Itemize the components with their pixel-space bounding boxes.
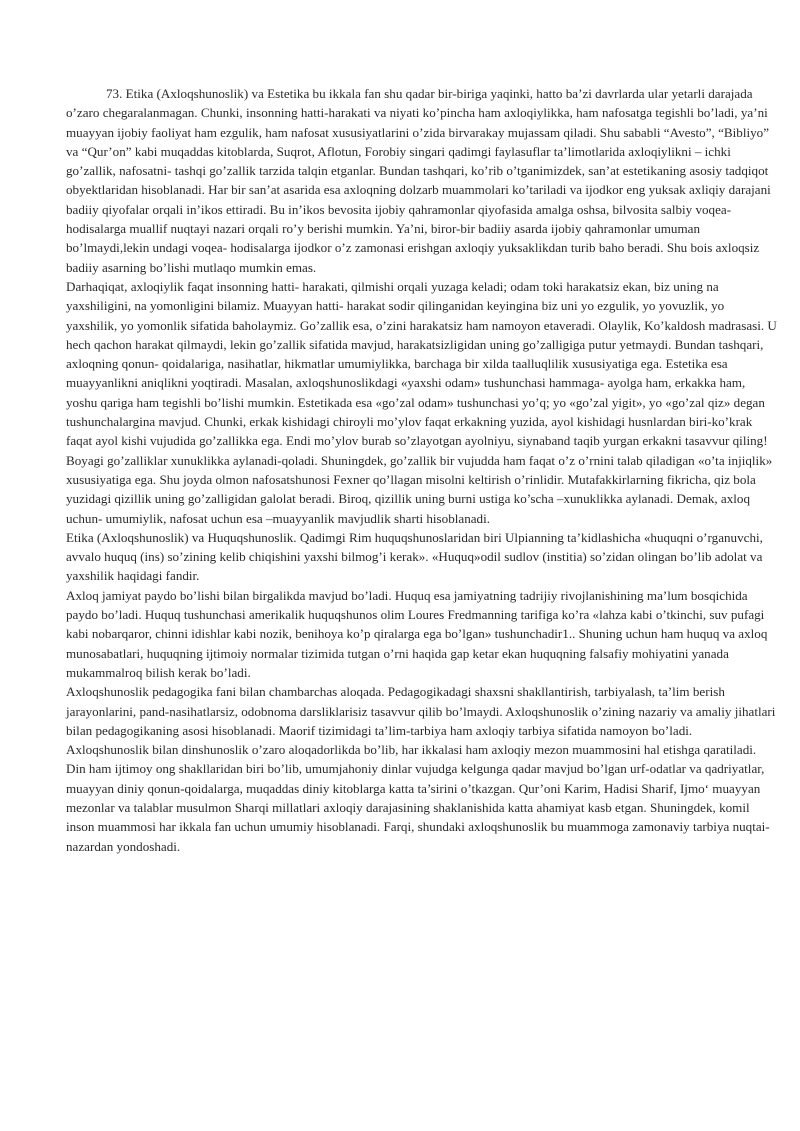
paragraph-ethics-aesthetics: 73. Etika (Axloqshunoslik) va Estetika bu ikkala fan shu qadar bir-biriga yaqinki, hatto ba’zi davrlarda ular yetarli darajada o’zaro chegaralanmagan. Chunki, insonning hatti-harakati va niyati ko’pincha ham axloqiylikka, ham nafosatga tegishli bo’ladi, ya’ni muayyan ijobiy faoliyat ham ezgulik, ham nafosat xususiyatlarini o’zida birvarakay mujassam qiladi. Shu sababli “Avesto”, “Bibliyo” va “Qur’on” kabi muqaddas kitoblarda, Suqrot, Aflotun, Forobiy singari qadimgi faylasuflar ta’limotlarida axloqiylikni – ichki go’zallik, nafosatni- tashqi go’zallik tarzida talqin etganlar. Bundan tashqari, ko’rib o’tganimizdek, san’at estetikaning asosiy tadqiqot obyektlaridan hisoblanadi. Har bir san’at asarida esa axloqning dolzarb muammolari ko’tariladi va ijodkor eng yuksak axliqiy darajani badiiy qiyofalar orqali in’ikos ettiradi. Bu in’ikos bevosita ijobiy qahramonlar qiyofasida amalga oshsa, bilvosita salbiy voqea- hodisalarga muallif nuqtayi nazari orqali ro’y berishi mumkin. Ya’ni, biror-bir badiiy asarda ijobiy qahramonlar umuman bo’lmaydi,lekin undagi voqea- hodisalarga ijodkor o’z zamonasi erishgan axloqiy yuksaklikdan turib baho beradi. Shu bois axloqsiz badiiy asarning bo’lishi mutlaqo mumkin emas. — [66, 86, 771, 275]
paragraph-ethics-religion: Axloqshunoslik bilan dinshunoslik o’zaro aloqadorlikda bo’lib, har ikkalasi ham axloqiy mezon muammosini hal etishga qaratiladi. Din ham ijtimoy ong shakllaridan biri bo’lib, umumjahoniy dinlar vujudga kelgunga qadar mavjud bo’lgan urf-odatlar va qadriyatlar, muayyan diniy qonun-qoidalarga, muqaddas diniy kitoblarga katta ta’sirini o’tkazgan. Qur’oni Karim, Hadisi Sharif, Ijmo‘ muayyan mezonlar va talablar musulmon Sharqi millatlari axloqiy darajasining shaklanishida katta ahamiyat kasb etgan. Shuningdek, komil inson muammosi har ikkala fan uchun umumiy hisoblanadi. Farqi, shundaki axloqshunoslik bu muammoga zamonaviy tarbiya nuqtai-nazardan yondoshadi. — [66, 742, 770, 854]
paragraph-ethics-pedagogy: Axloqshunoslik pedagogika fani bilan chambarchas aloqada. Pedagogikadagi shaxsni shakllantirish, tarbiyalash, ta’lim berish jarayonlarini, pand-nasihatlarsiz, odobnoma darsliklarisiz tasavvur qilib bo’lmaydi. Axloqshunoslik o’zining nazariy va amaliy jihatlari bilan pedagogikaning asosi hisoblanadi. Maorif tizimidagi ta’lim-tarbiya ham axloqiy tarbiya sifatida namoyon bo’ladi. — [66, 684, 776, 738]
paragraph-ethics-law: Etika (Axloqshunoslik) va Huquqshunoslik. Qadimgi Rim huquqshunoslaridan biri Ulpianning ta’kidlashicha «huquqni o’rganuvchi, avvalo huquq (ins) so’zining kelib chiqishini yaxshi bilmog’i kerak». «Huquq»odil sudlov (institia) so’zidan olingan bo’lib adolat va yaxshilik haqidagi fandir. — [66, 529, 763, 584]
paragraph-morality-action: Darhaqiqat, axloqiylik faqat insonning hatti- harakati, qilmishi orqali yuzaga keladi; odam toki harakatsiz ekan, biz uning na yaxshiligini, na yomonligini bilamiz. Muayyan hatti- harakat sodir qilinganidan keyingina biz uni yo ezgulik, yo yovuzlik, yo yaxshilik, yo yomonlik sifatida baholaymiz. Go’zallik esa, o’zini harakatsiz ham namoyon etaveradi. Olaylik, Ko’kaldosh madrasasi. U hech qachon harakat qilmaydi, lekin go’zallik sifatida mavjud, harakatsizligidan uning go’zalligiga putur yetmaydi. Bundan tashqari, axloqning qonun- qoidalariga, nasihatlar, hikmatlar umumiylikka, barchaga bir xilda taalluqlilik xususiyatiga ega. Estetika esa muayyanlikni aniqlikni yoqtiradi. Masalan, axloqshunoslikdagi «yaxshi odam» tushunchasi hammaga- ayolga ham, erkakka ham, yoshu qariga ham tegishli bo’lishi mumkin. Estetikada esa «go’zal odam» tushunchasi yo’q; yo «go’zal yigit», yo «go’zal qiz» degan tushunchalargina mavjud. Chunki, erkak kishidagi chiroyli mo’ylov faqat erkakning yuzida, ayol kishidagi husnlardan biri-ko’krak faqat ayol kishi vujudida go’zallikka ega. Endi mo’ylov burab so’zlayotgan ayolniyu, siynaband taqib yurgan erkakni tasavvur qiling! Boyagi go’zalliklar xunuklikka aylanadi-qoladi. Shuningdek, go’zallik bir vujudda ham faqat o’z o’rnini talab qiladigan «o’ta injiqlik» xususiyatiga ega. Shu joyda olmon nafosatshunosi Fexner qo’llagan misolni keltirish o’rinlidir. Mutafakkirlarning fikricha, qiz bola yuzidagi qizillik uning go’zalligidan galolat beradi. Biroq, qizillik uning burni ustiga ko’scha –xunuklikka aylanadi. Demak, axloq uchun- umumiylik, nafosat uchun esa –muayyanlik mavjudlik sharti hisoblanadi. — [66, 278, 777, 526]
document-body — [66, 84, 778, 856]
paragraph-morality-society: Axloq jamiyat paydo bo’lishi bilan birgalikda mavjud bo’ladi. Huquq esa jamiyatning tadrijiy rivojlanishining ma’lum bosqichida paydo bo’ladi. Huquq tushunchasi amerikalik huquqshunos olim Loures Fredmanning tarifiga ko’ra «lahza kabi o’tkinchi, suv pufagi kabi nobarqaror, chinni idishlar kabi nozik, benihoya ko’p qiralarga ega bo’lgan» tushunchadir1.. Shuning uchun ham huquq va axloq munosabatlari, huquqning ijtimoiy normalar tizimida tutgan o’rni haqida gap ketar ekan huquqning falsafiy mohiyatini yanada mukammalroq bilish kerak bo’ladi. — [66, 587, 768, 680]
